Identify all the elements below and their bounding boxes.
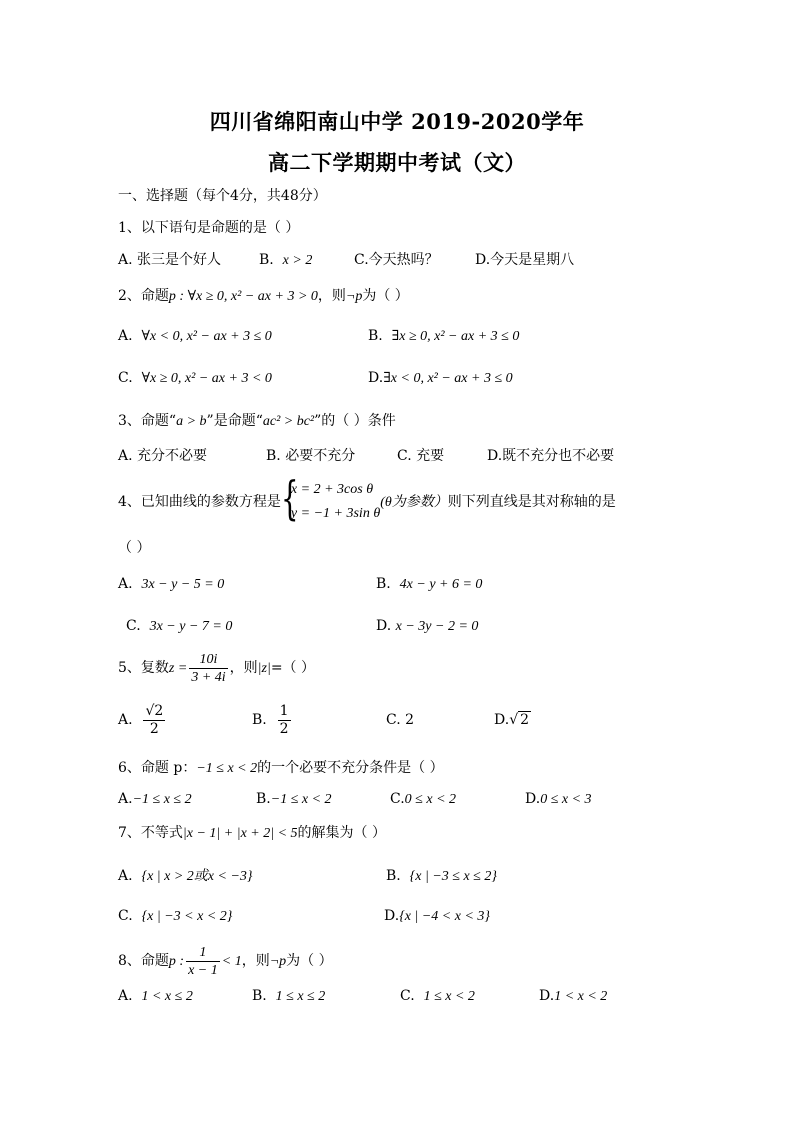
q5-option-d: D.√ 2 <box>494 712 530 728</box>
q2-stem: 2、命题p : ∀x ≥ 0, x² − ax + 3 > 0，则¬p为（ ） <box>118 288 409 304</box>
q5-stem: 5、复数z = $\frac{10i}{3 + 4i}$ ，则|z|=（ ） <box>118 651 316 685</box>
q6-option-a: A.−1 ≤ x ≤ 2 <box>118 791 192 807</box>
q1-option-b: B. x > 2 <box>259 252 313 268</box>
q4-option-c: C. 3x − y − 7 = 0 <box>126 618 233 634</box>
q7-option-c: C. {x | −3 < x < 2} <box>118 908 233 924</box>
q5-option-c: C. 2 <box>386 712 415 728</box>
q7-option-a: A. {x | x > 2或x < −3} <box>118 868 253 884</box>
q5-option-a: A. $\frac{√2}{2}$ <box>118 702 164 737</box>
q3-option-d: D.既不充分也不必要 <box>487 448 615 464</box>
q7-option-b: B. {x | −3 ≤ x ≤ 2} <box>386 868 497 884</box>
q3-option-b: B. 必要不充分 <box>266 448 356 464</box>
q7-stem: 7、不等式|x − 1| + |x + 2| < 5的解集为（ ） <box>118 825 386 841</box>
q7-option-d: D.{x | −4 < x < 3} <box>384 908 491 924</box>
q8-option-c: C. 1 ≤ x < 2 <box>400 988 475 1004</box>
q2-option-c: C. ∀x ≥ 0, x² − ax + 3 < 0 <box>118 370 272 386</box>
q4-option-b: B. 4x − y + 6 = 0 <box>376 576 483 592</box>
q4-option-d: D. x − 3y − 2 = 0 <box>376 618 479 634</box>
q4-answer-blank: （ ） <box>118 540 151 556</box>
q6-option-c: C.0 ≤ x < 2 <box>390 791 457 807</box>
exam-title-line1: 四川省绵阳南山中学 2019-2020学年 <box>209 109 585 134</box>
q5-option-b: B. $\frac{1}{2}$ <box>252 702 289 737</box>
section-heading: 一、选择题（每个4分，共48分） <box>118 188 327 204</box>
q3-option-a: A. 充分不必要 <box>118 448 208 464</box>
q1-option-d: D.今天是星期八 <box>475 252 575 268</box>
q4-stem: 4、已知曲线的参数方程是 { x = 2 + 3cos θ y = −1 + 3sin θ (θ为参数）则下列直线是其对称轴的是 <box>118 471 616 525</box>
q8-fraction: $\frac{1}{x - 1}$ <box>188 944 218 978</box>
q8-option-d: D.1 < x < 2 <box>539 988 608 1004</box>
q6-option-d: D.0 ≤ x < 3 <box>525 791 592 807</box>
q1-option-a: A. 张三是个好人 <box>118 252 222 268</box>
q4-option-a: A. 3x − y − 5 = 0 <box>118 576 225 592</box>
q2-option-a: A. ∀x < 0, x² − ax + 3 ≤ 0 <box>118 328 272 344</box>
q5-fraction: $\frac{10i}{3 + 4i}$ <box>191 651 226 685</box>
exam-title-line2: 高二下学期期中考试（文） <box>268 150 526 175</box>
q6-option-b: B.−1 ≤ x < 2 <box>256 791 332 807</box>
q8-option-b: B. 1 ≤ x ≤ 2 <box>252 988 326 1004</box>
q3-option-c: C. 充要 <box>397 448 445 464</box>
q4-parametric-system: { x = 2 + 3cos θ y = −1 + 3sin θ <box>280 471 381 525</box>
q3-stem: 3、命题“a > b”是命题“ac² > bc²”的（ ）条件 <box>118 413 396 429</box>
q2-option-d: D.∃x < 0, x² − ax + 3 ≤ 0 <box>368 370 513 386</box>
q8-stem: 8、命题p : $\frac{1}{x - 1}$ < 1，则¬p为（ ） <box>118 944 333 978</box>
q2-option-b: B. ∃x ≥ 0, x² − ax + 3 ≤ 0 <box>368 328 520 344</box>
q6-stem: 6、命题 p：−1 ≤ x < 2的一个必要不充分条件是（ ） <box>118 760 444 776</box>
q8-option-a: A. 1 < x ≤ 2 <box>118 988 193 1004</box>
q1-stem: 1、以下语句是命题的是（ ） <box>118 220 300 236</box>
q1-option-c: C.今天热吗？ <box>354 252 439 268</box>
